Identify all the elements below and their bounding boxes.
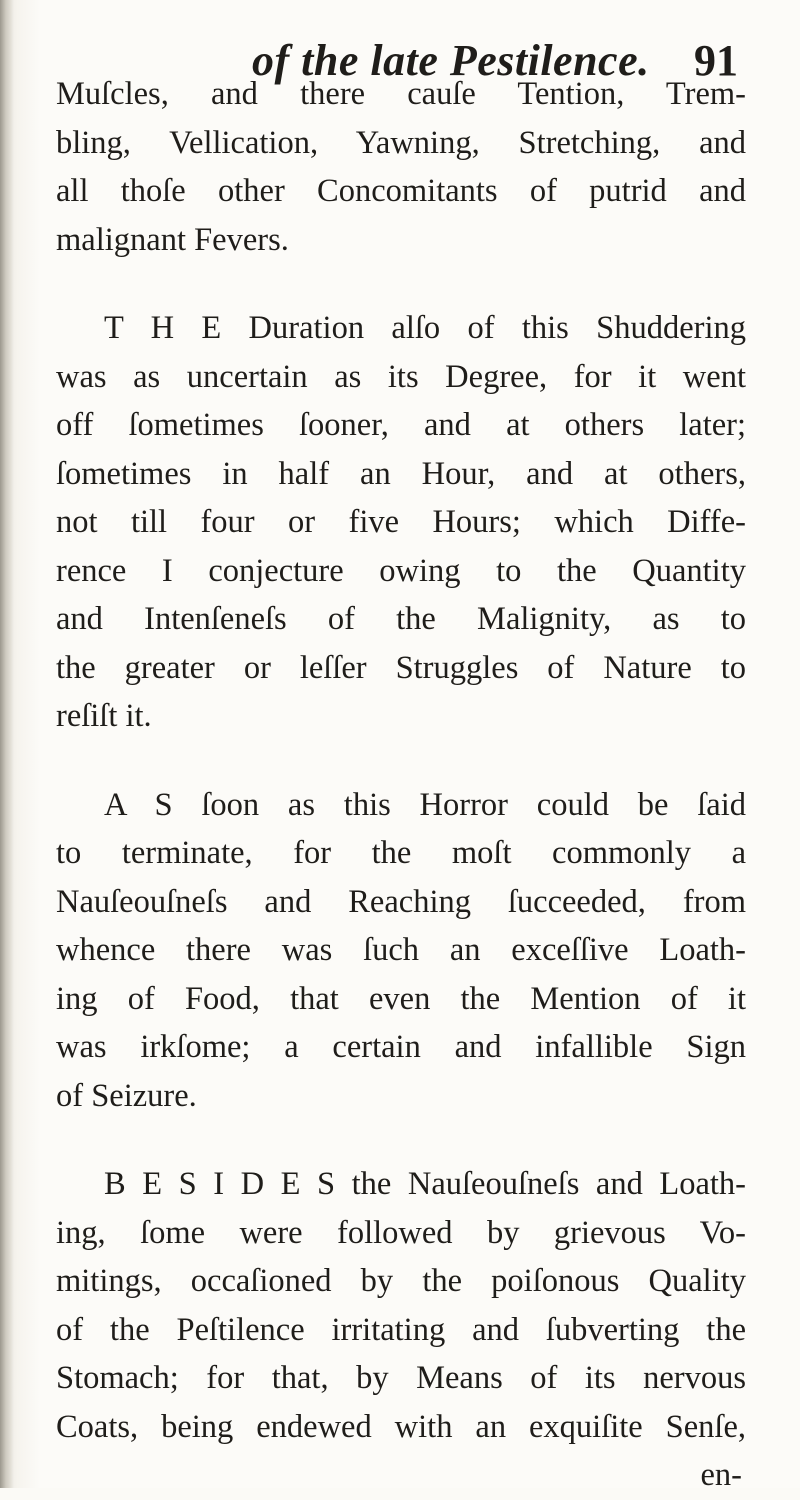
page-number: 91	[694, 36, 738, 85]
text-line: not till four or five Hours; which Diffe-	[56, 504, 746, 540]
paragraph	[56, 1160, 746, 1451]
text-line: Nauſeouſneſs and Reaching ſucceeded, from	[56, 883, 746, 920]
catchword: en-	[700, 1457, 742, 1493]
text-line: A S ſoon as this Horror could be ſaid	[104, 786, 746, 823]
paragraph	[56, 70, 746, 264]
text-line: rence I conjecture owing to the Quantity	[56, 552, 746, 589]
text-line: B E S I D E S the Nauſeouſneſs and Loath-	[104, 1166, 746, 1202]
text-line: to terminate, for the moſt commonly a	[56, 835, 746, 871]
text-line: ing, ſome were followed by grievous Vo-	[56, 1214, 746, 1251]
text-line: bling, Vellication, Yawning, Stretching, and	[56, 124, 746, 161]
paragraph	[56, 304, 746, 741]
running-head: of the late Pestilence.	[252, 36, 650, 85]
text-line: and Intenſeneſs of the Malignity, as to	[56, 601, 746, 637]
text-line: reſiſt it.	[56, 698, 152, 734]
paragraph	[56, 781, 746, 1121]
body-text	[56, 70, 746, 1500]
text-line: Stomach; for that, by Means of its nervous	[56, 1360, 746, 1396]
text-line: mitings, occaſioned by the poiſonous Quality	[56, 1263, 746, 1299]
text-line: was irkſome; a certain and infallible Sign	[56, 1029, 746, 1065]
text-line: whence there was ſuch an exceſſive Loath-	[56, 932, 746, 968]
text-line: off ſometimes ſooner, and at others later;	[56, 407, 746, 443]
text-line: T H E Duration alſo of this Shuddering	[104, 310, 746, 346]
text-line: the greater or leſſer Struggles of Nature to	[56, 649, 746, 686]
text-line: ſometimes in half an Hour, and at others,	[56, 455, 746, 492]
binding-gutter	[0, 0, 14, 1488]
text-line: Muſcles, and there cauſe Tention, Trem-	[56, 76, 746, 112]
text-line: of Seizure.	[56, 1077, 197, 1114]
text-line: of the Peſtilence irritating and ſubverting the	[56, 1311, 746, 1348]
text-line: all thoſe other Concomitants of putrid and	[56, 173, 746, 209]
text-line: was as uncertain as its Degree, for it went	[56, 358, 746, 395]
text-line: Coats, being endewed with an exquiſite Senſe,	[56, 1408, 746, 1445]
text-line: malignant Fevers.	[56, 221, 289, 258]
text-line: ing of Food, that even the Mention of it	[56, 980, 746, 1017]
